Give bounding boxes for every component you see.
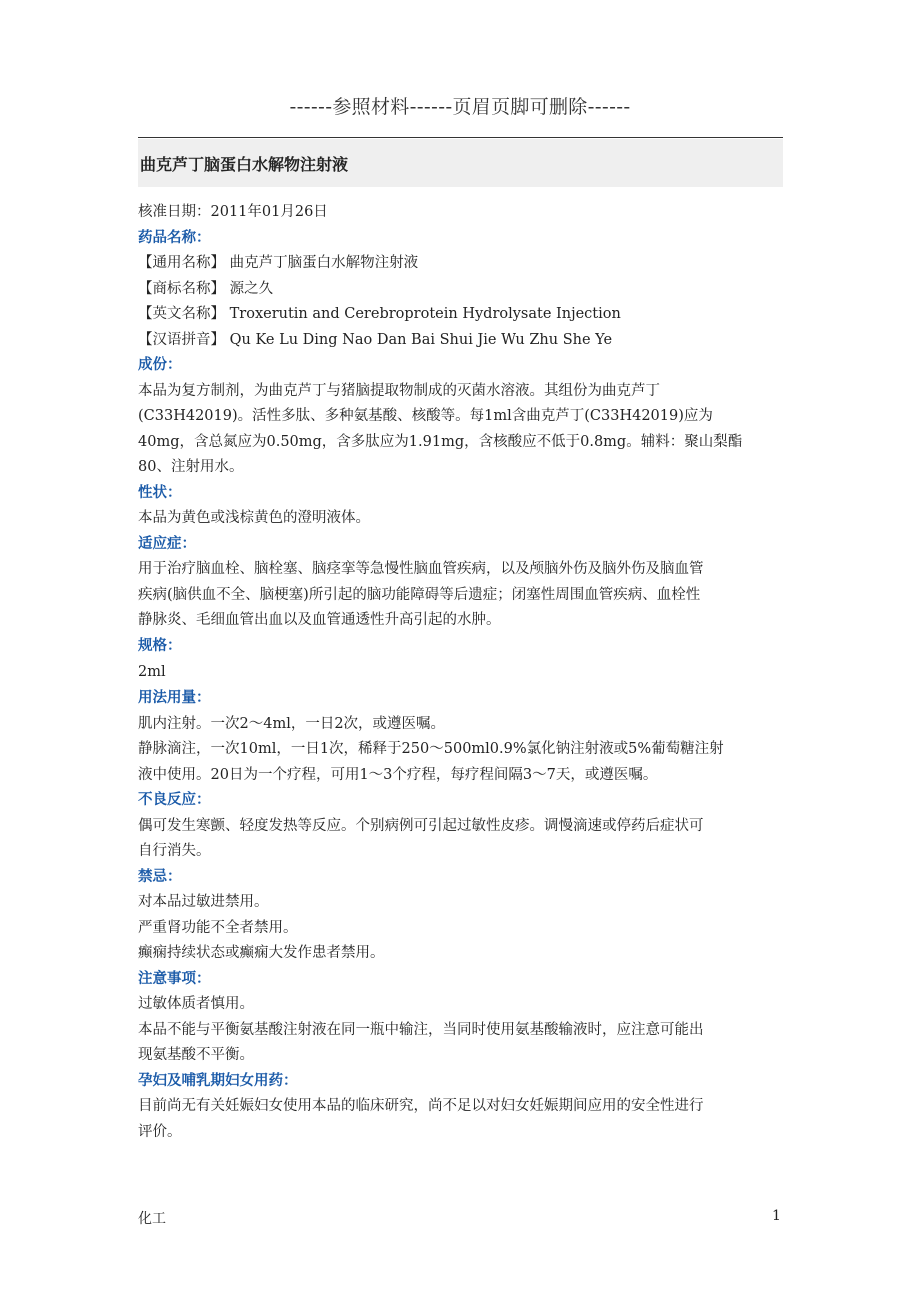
adverse-reactions-line: 自行消失。: [138, 843, 211, 859]
composition-line: (C33H42019)。活性多肽、多种氨基酸、核酸等。每1ml含曲克芦丁(C33H42019)应为: [138, 408, 713, 424]
dosage-line: 液中使用。20日为一个疗程，可用1～3个疗程，每疗程间隔3～7天，或遵医嘱。: [138, 766, 658, 783]
indications-line: 用于治疗脑血栓、脑栓塞、脑痉挛等急慢性脑血管疾病，以及颅脑外伤及脑外伤及脑血管: [138, 561, 704, 577]
composition-line: 40mg，含总氮应为0.50mg，含多肽应为1.91mg，含核酸应不低于0.8mg。辅料：聚山梨酯: [138, 433, 743, 450]
title-bar: [138, 139, 783, 187]
pregnancy-line: 评价。: [138, 1123, 182, 1140]
header-divider: [138, 137, 783, 138]
approval-date: 核准日期：2011年01月26日: [138, 204, 328, 220]
section-heading-contraindications: 禁忌：: [138, 868, 182, 885]
section-heading-dosage: 用法用量：: [138, 690, 211, 706]
contraindications-line: 严重肾功能不全者禁用。: [138, 919, 298, 936]
generic-name: 【通用名称】 曲克芦丁脑蛋白水解物注射液: [138, 255, 419, 271]
precautions-line: 本品不能与平衡氨基酸注射液在同一瓶中输注，当同时使用氨基酸输液时，应注意可能出: [138, 1021, 704, 1038]
contraindications-line: 癫痫持续状态或癫痫大发作患者禁用。: [138, 945, 385, 961]
specification-line: 2ml: [138, 664, 166, 680]
section-heading-adverse-reactions: 不良反应：: [138, 792, 211, 808]
pregnancy-line: 目前尚无有关妊娠妇女使用本品的临床研究，尚不足以对妇女妊娠期间应用的安全性进行: [138, 1098, 704, 1114]
english-name: 【英文名称】 Troxerutin and Cerebroprotein Hydrolysate Injection: [138, 306, 621, 322]
page-header: ------参照材料------页眉页脚可删除------: [289, 96, 631, 118]
contraindications-line: 对本品过敏进禁用。: [138, 894, 269, 910]
dosage-line: 肌内注射。一次2～4ml，一日2次，或遵医嘱。: [138, 715, 446, 732]
section-heading-pregnancy: 孕妇及哺乳期妇女用药：: [138, 1072, 298, 1089]
composition-line: 80、注射用水。: [138, 459, 244, 475]
section-heading-precautions: 注意事项：: [138, 970, 211, 987]
section-heading-composition: 成份：: [138, 357, 182, 373]
document-body: [138, 200, 783, 1145]
adverse-reactions-line: 偶可发生寒颤、轻度发热等反应。个别病例可引起过敏性皮疹。调慢滴速或停药后症状可: [138, 817, 704, 834]
section-heading-indications: 适应症：: [138, 535, 196, 552]
composition-line: 本品为复方制剂，为曲克芦丁与猪脑提取物制成的灭菌水溶液。其组份为曲克芦丁: [138, 382, 660, 399]
indications-line: 疾病(脑供血不全、脑梗塞)所引起的脑功能障碍等后遗症；闭塞性周围血管疾病、血栓性: [138, 586, 701, 603]
section-heading-drug-name: 药品名称：: [138, 229, 211, 246]
indications-line: 静脉炎、毛细血管出血以及血管通透性升高引起的水肿。: [138, 612, 501, 628]
section-heading-specification: 规格：: [138, 637, 182, 654]
dosage-line: 静脉滴注，一次10ml，一日1次，稀释于250～500ml0.9%氯化钠注射液或5%葡萄糖注射: [138, 741, 724, 757]
section-heading-appearance: 性状：: [138, 484, 182, 501]
page-title: 曲克芦丁脑蛋白水解物注射液: [140, 155, 349, 174]
brand-name: 【商标名称】 源之久: [138, 280, 274, 297]
pinyin-name: 【汉语拼音】 Qu Ke Lu Ding Nao Dan Bai Shui Jie Wu Zhu She Ye: [138, 331, 613, 348]
precautions-line: 现氨基酸不平衡。: [138, 1047, 254, 1063]
footer-label: 化工: [138, 1211, 166, 1227]
precautions-line: 过敏体质者慎用。: [138, 996, 254, 1012]
page-number: 1: [772, 1208, 781, 1224]
appearance-line: 本品为黄色或浅棕黄色的澄明液体。: [138, 510, 370, 526]
